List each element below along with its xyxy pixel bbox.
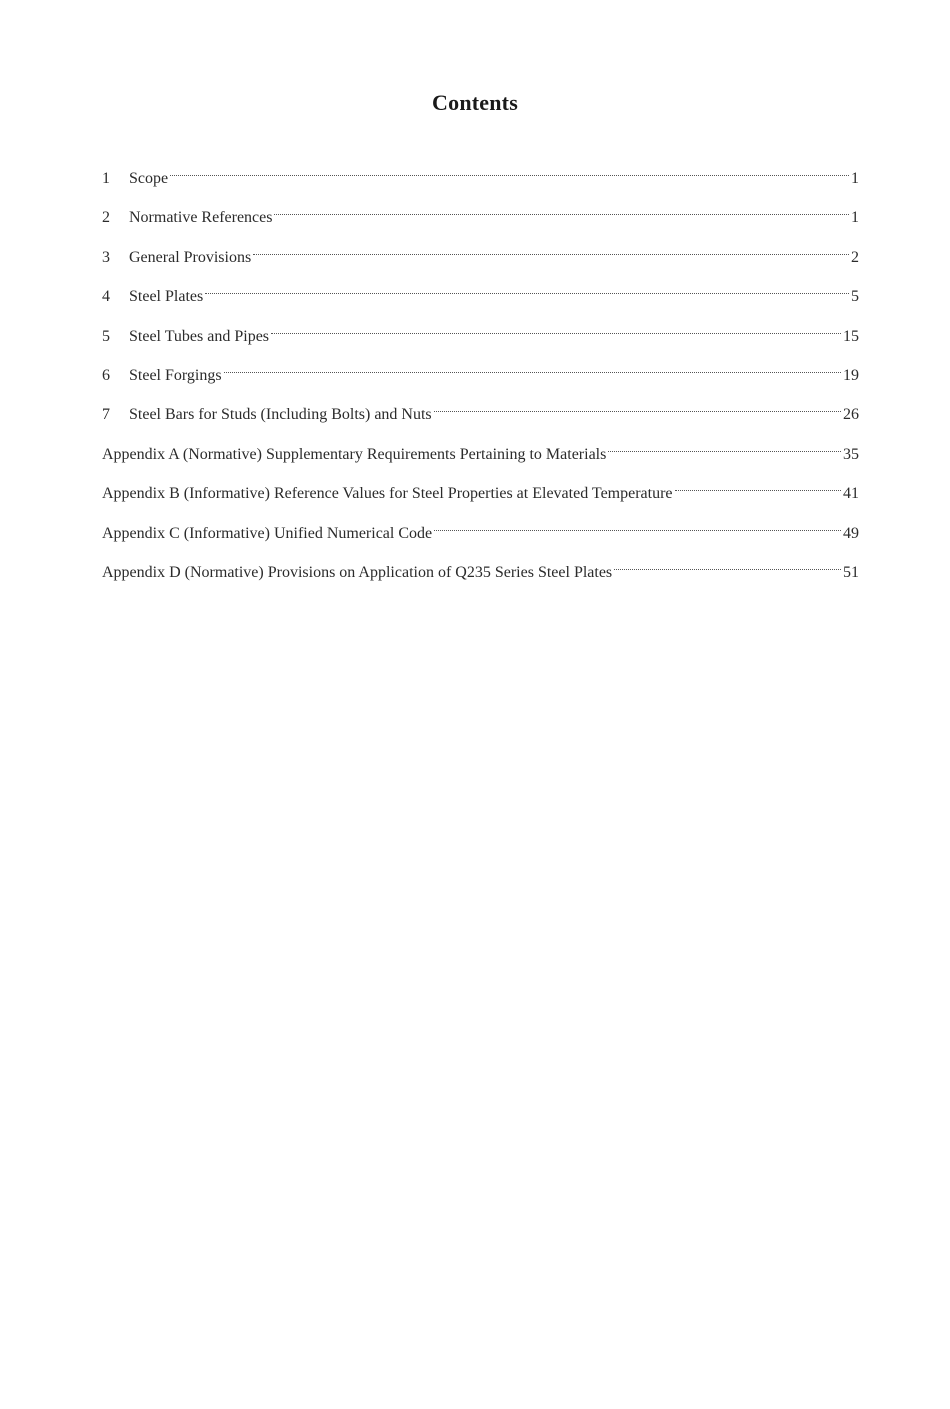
toc-entry-number: 1 (102, 170, 110, 187)
toc-entry-appendix-b (102, 472, 859, 511)
toc-entry-number: 3 (102, 248, 110, 266)
toc-entry-normative-references (102, 196, 859, 235)
toc-entry-title: Steel Forgings (129, 366, 222, 384)
toc-dot-leader (271, 315, 841, 341)
toc-entry-title: Appendix C (Informative) Unified Numerical Code (102, 524, 433, 542)
toc-entry-number: 4 (102, 288, 110, 306)
toc-entry-appendix-c (102, 512, 859, 551)
toc-entry-page: 35 (843, 445, 859, 463)
toc-entry-title: General Provisions (129, 248, 252, 266)
toc-entry-steel-plates (102, 275, 859, 314)
toc-entry-page: 5 (851, 288, 859, 306)
toc-entry-page: 49 (843, 524, 859, 542)
toc-entry-title: Appendix D (Normative) Provisions on Application of Q235 Series Steel Plates (102, 563, 613, 581)
toc-entry-title: Normative References (129, 209, 273, 227)
toc-entry-scope (102, 157, 859, 196)
toc-entry-page: 41 (843, 485, 859, 503)
toc-entry-steel-forgings (102, 354, 859, 393)
toc-dot-leader (608, 433, 841, 459)
toc-entry-title: Steel Plates (129, 288, 204, 306)
toc-entry-appendix-d (102, 551, 859, 590)
toc-entry-title: Appendix A (Normative) Supplementary Requirements Pertaining to Materials (102, 445, 607, 463)
page-title: Contents (432, 90, 518, 115)
toc-entry-title: Scope (129, 170, 169, 187)
toc-entry-steel-bars-for-studs (102, 393, 859, 432)
toc-entry-appendix-a (102, 433, 859, 472)
toc-entry-page: 51 (843, 563, 859, 581)
toc-entry-general-provisions (102, 236, 859, 275)
toc-entry-number: 6 (102, 366, 110, 384)
toc-entry-page: 2 (851, 248, 859, 266)
toc-entry-title: Steel Bars for Studs (Including Bolts) and Nuts (129, 406, 432, 424)
toc-entry-page: 19 (843, 366, 859, 384)
toc-entry-number: 2 (102, 209, 110, 227)
toc-dot-leader (274, 196, 849, 222)
toc-entry-page: 26 (843, 406, 859, 424)
toc-dot-leader (253, 236, 849, 262)
toc-entry-number: 5 (102, 327, 110, 345)
toc-dot-leader (434, 393, 841, 419)
toc-dot-leader (224, 354, 841, 380)
toc-dot-leader (170, 157, 849, 183)
toc-entry-page: 1 (851, 170, 859, 187)
toc-entry-number: 7 (102, 406, 110, 424)
toc-entry-page: 1 (851, 209, 859, 227)
table-of-contents (102, 157, 859, 590)
toc-dot-leader (205, 275, 849, 301)
toc-entry-title: Appendix B (Informative) Reference Values for Steel Properties at Elevated Temperature (102, 485, 673, 503)
toc-dot-leader (434, 512, 841, 538)
toc-entry-steel-tubes-and-pipes (102, 315, 859, 354)
toc-entry-title: Steel Tubes and Pipes (129, 327, 270, 345)
toc-entry-page: 15 (843, 327, 859, 345)
toc-dot-leader (675, 472, 841, 498)
toc-dot-leader (614, 551, 841, 577)
